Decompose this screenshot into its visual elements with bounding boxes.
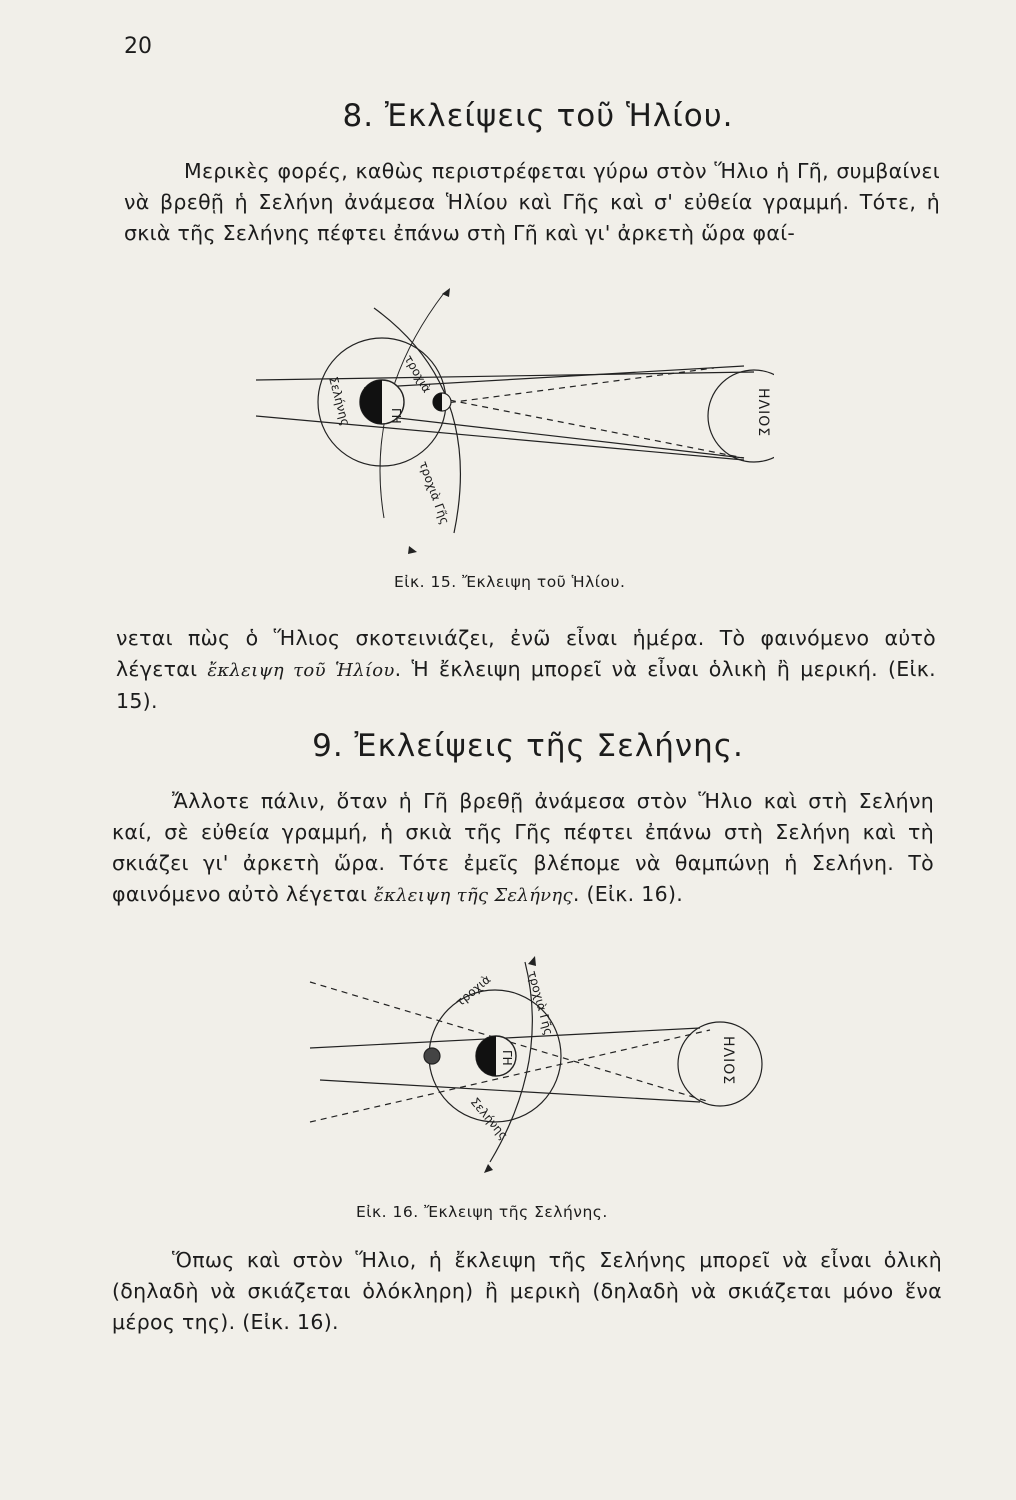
orbit-label: τροχιὰ [401, 352, 435, 396]
orbit-arrow-icon [484, 1164, 493, 1173]
section-8-paragraph-1 [124, 156, 940, 249]
moon-disc [424, 1048, 440, 1064]
section-8-paragraph-2-text-a: νεται πὼς ὁ Ἥλιος σκοτεινιάζει, ἐνῶ εἶναι ἡμέρα. Τὸ φαινόμενο αὐτὸ λέγεται [116, 626, 936, 681]
figure-15-caption: Εἰκ. 15. Ἔκλειψη τοῦ Ἡλίου. [394, 573, 626, 591]
orbit-arrow-icon [442, 288, 450, 297]
earth-shadow-half [360, 380, 382, 424]
section-8-paragraph-2 [116, 623, 936, 717]
sun-ray [364, 414, 744, 458]
section-8-paragraph-2-text-b: . Ἡ ἔκλειψη μπορεῖ νὰ εἶναι ὁλικὴ ἢ μερική. (Εἰκ. 15). [116, 657, 936, 713]
orbit-arrow-icon [408, 546, 417, 554]
section-9-paragraph-1 [112, 786, 934, 911]
earth-orbit-label: τροχιὰ Γῆς [525, 969, 556, 1037]
section-9-paragraph-1-text-b: . (Εἰκ. 16). [572, 882, 684, 906]
earth-shadow-half [476, 1036, 496, 1076]
section-9-paragraph-1-text-a: Ἄλλοτε πάλιν, ὅταν ἡ Γῆ βρεθῇ ἀνάμεσα στὸν Ἥλιο καὶ στὴ Σελήνη καί, σὲ εὐθεία γραμμή, ἡ σκιὰ τῆς Γῆς πέφτει ἐπάνω στὴ Σελήνη καὶ τὴ σκιάζει γι' ἀρκετὴ ὥρα. Τότε ἐμεῖς βλέπομε νὰ θαμπώνῃ ἡ Σελήνη. Τὸ φαινόμενο αὐτὸ λέγεται [112, 789, 934, 906]
sun-disc [678, 1022, 762, 1106]
sun-label: ΗΛΙΟΣ [755, 388, 771, 438]
sun-label: ΗΛΙΟΣ [720, 1036, 736, 1086]
moon-shadow-half [433, 393, 442, 411]
orbit-label: τροχιὰ [452, 972, 494, 1010]
section-9-paragraph-2 [112, 1245, 942, 1338]
section-8-paragraph-1-text: Μερικὲς φορές, καθὼς περιστρέφεται γύρω στὸν Ἥλιο ἡ Γῆ, συμβαίνει νὰ βρεθῇ ἡ Σελήνη ἀνάμεσα Ἡλίου καὶ Γῆς καὶ σ' εὐθεία γραμμή. Τότε, ἡ σκιὰ τῆς Σελήνης πέφτει ἐπάνω στὴ Γῆ καὶ γι' ἀρκετὴ ὥρα φαί- [124, 159, 940, 245]
moon-orbit-label: Σελήνης [326, 375, 353, 428]
earth-label: ΓΗ [389, 408, 403, 424]
term-lunar-eclipse: ἔκλειψη τῆς Σελήνης [374, 885, 573, 906]
lunar-eclipse-diagram [300, 952, 780, 1182]
section-9-paragraph-2-text: Ὅπως καὶ στὸν Ἥλιο, ἡ ἔκλειψη τῆς Σελήνης μπορεῖ νὰ εἶναι ὁλικὴ (δηλαδὴ νὰ σκιάζεται ὁλόκληρη) ἢ μερικὴ (δηλαδὴ νὰ σκιάζεται μόνο ἕνα μέρος της). (Εἰκ. 16). [112, 1248, 942, 1334]
sun-ray [320, 1080, 700, 1102]
orbit-arrow-icon [528, 956, 536, 966]
figure-16-caption: Εἰκ. 16. Ἔκλειψη τῆς Σελήνης. [356, 1203, 608, 1221]
term-solar-eclipse: ἔκλειψη τοῦ Ἡλίου [207, 660, 395, 681]
earth-orbit-label: τροχιὰ Γῆς [416, 459, 452, 527]
moon-orbit-label: Σελήνης [467, 1094, 511, 1143]
solar-eclipse-diagram [254, 268, 774, 568]
section-8-title: 8. Ἐκλείψεις τοῦ Ἡλίου. [342, 98, 734, 134]
shadow-ray [439, 368, 714, 404]
section-9-title: 9. Ἐκλείψεις τῆς Σελήνης. [312, 728, 744, 764]
page-number: 20 [124, 34, 152, 59]
earth-label: ΓΗ [500, 1050, 514, 1066]
